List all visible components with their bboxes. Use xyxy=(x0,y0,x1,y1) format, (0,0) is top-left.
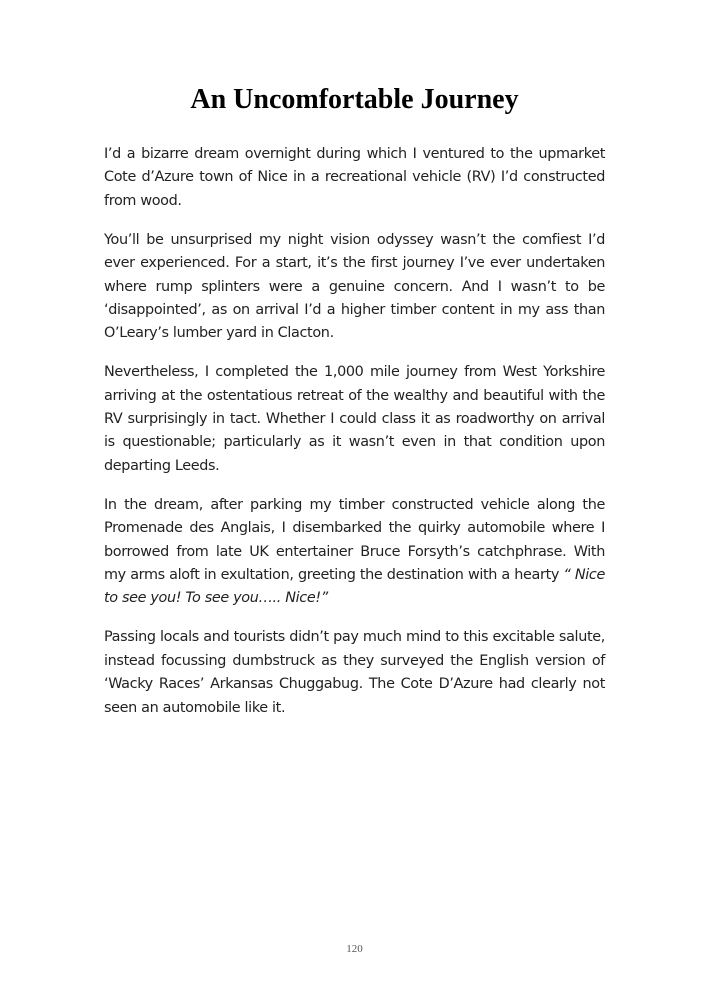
paragraph-4-text: In the dream, after parking my timber constructed vehicle along the Promenade des Anglais, I disembarked the quirky automobile where I borrowed from late UK entertainer Bruce Forsyth’s catchphrase. With my arms aloft in exultation, greeting the destination with a hearty xyxy=(104,496,605,583)
paragraph-2: You’ll be unsurprised my night vision odyssey wasn’t the comfiest I’d ever experienced. For a start, it’s the first journey I’ve ever undertaken where rump splinters were a genuine concern. And I wasn’t to be ‘disappointed’, as on arrival I’d a higher timber content in my ass than O’Leary’s lumber yard in Clacton. xyxy=(104,231,605,342)
chapter-body xyxy=(104,143,605,735)
catchphrase-quote: “ Nice to see you! To see you….. Nice!” xyxy=(104,567,605,607)
chapter-title: An Uncomfortable Journey xyxy=(190,84,519,115)
paragraph-5: Passing locals and tourists didn’t pay much mind to this excitable salute, instead focussing dumbstruck as they surveyed the English version of ‘Wacky Races’ Arkansas Chuggabug. The Cote D’Azure had clearly not seen an automobile like it. xyxy=(104,629,605,716)
paragraph-3: Nevertheless, I completed the 1,000 mile journey from West Yorkshire arriving at the ostentatious retreat of the wealthy and beautiful with the RV surprisingly in tact. Whether I could class it as roadworthy on arrival is questionable; particularly as it wasn’t even in that condition upon departing Leeds. xyxy=(104,364,605,474)
paragraph-4 xyxy=(104,494,605,611)
page-number: 120 xyxy=(346,943,363,955)
paragraph-1: I’d a bizarre dream overnight during which I ventured to the upmarket Cote d’Azure town of Nice in a recreational vehicle (RV) I’d constructed from wood. xyxy=(104,146,605,209)
